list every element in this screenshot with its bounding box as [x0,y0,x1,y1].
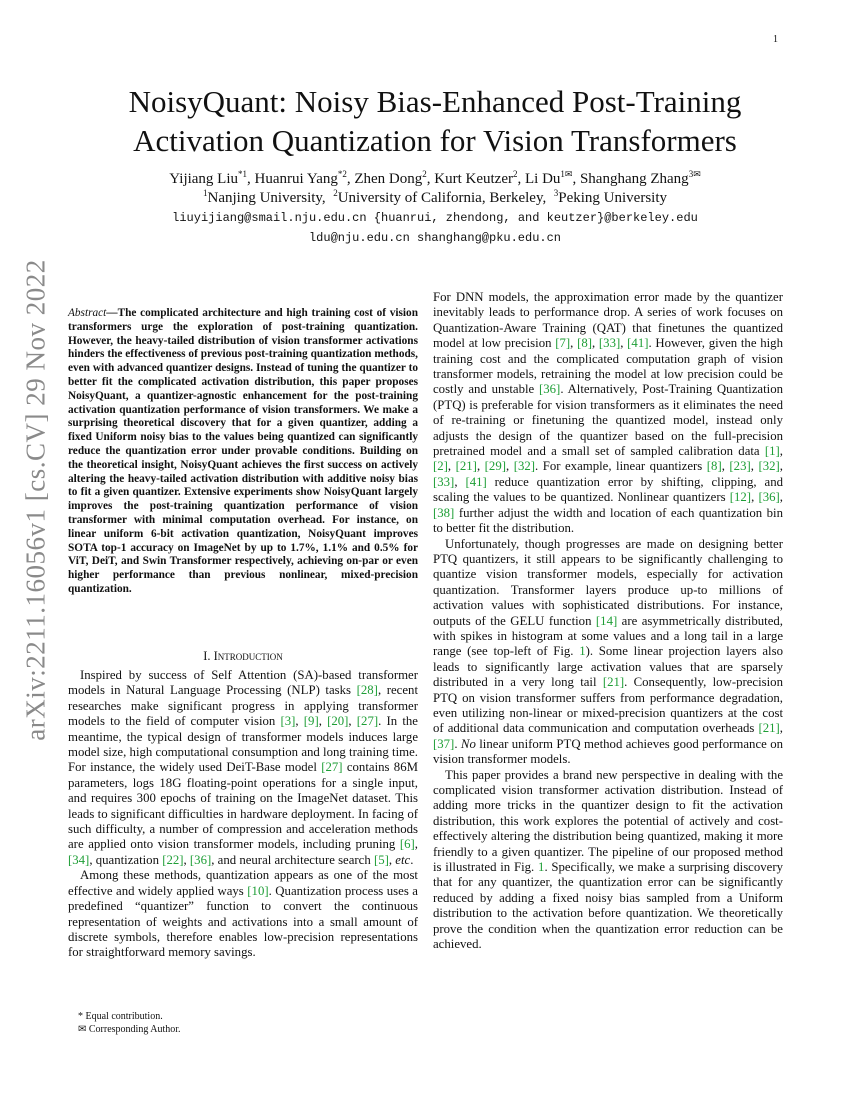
citation-link[interactable]: [6] [399,837,415,852]
affiliation-name: Peking University [558,190,667,206]
citation-link[interactable]: [10] [247,883,269,898]
author-name: Yijiang Liu [169,171,239,187]
title-line-2: Activation Quantization for Vision Transformers [133,123,737,158]
citation-link[interactable]: [5] [373,852,389,867]
citation-link[interactable]: [29] [484,459,506,474]
citation-link[interactable]: [34] [68,852,90,867]
paragraph: Among these methods, quantization appears as one of the most effective and widely applied ways [10]. Quantization process uses a predefined “quantizer” function to convert the continuous representation of weights and activations into a small amount of discrete symbols, therefore enables low-precision representations for straightforward memory savings. [68,868,418,960]
citation-link[interactable]: [32] [758,459,780,474]
paper-title [60,82,810,160]
author-mark: 2 [512,169,518,179]
author-list: Yijiang Liu$^{*1}$, Huanrui Yang$^{*2}$, Zhen Dong$^2$, Kurt Keutzer$^2$, Li $Du^{1✉}$, Shanghang Zhang$^{3✉}$ [169,169,701,187]
author-name: Li Du [524,171,561,187]
citation-link[interactable]: [27] [356,714,379,729]
citation-link[interactable]: [38] [433,505,455,520]
affiliation-mark: 1 [203,188,208,198]
citation-link[interactable]: [33] [433,474,455,489]
citation-link[interactable]: [8] [706,459,722,474]
citation-link[interactable]: [2] [433,459,448,474]
citation-link[interactable]: [12] [729,490,752,505]
introduction-body [68,668,418,961]
citation-link[interactable]: [1] [764,444,780,459]
author-name: Kurt Keutzer [434,171,513,187]
abstract-text: —The complicated architecture and high training cost of vision transformers urge the exploration of post-training quantization. However, the heavy-tailed distribution of vision transformer activations hinders the effectiveness of previous post-training quantization methods, even with advanced quantizer designs. Instead of tuning the quantizer to better fit the complicated activation distribution, this paper proposes NoisyQuant, a quantizer-agnostic enhancement for the post-training activation quantization performance of vision transformers. We make a surprising theoretical discovery that for a given quantizer, adding a fixed Uniform noisy bias to the values being quantized can significantly reduce the quantization error under provable conditions. Building on the theoretical insight, NoisyQuant achieves the first success on actively altering the heavy-tailed activation distribution with additive noisy bias to fit a given quantizer. Extensive experiments show NoisyQuant largely improves the post-training quantization performance of vision transformer with minimal computation overhead. For instance, on linear uniform 6-bit activation quantization, NoisyQuant improves SOTA top-1 accuracy on ImageNet by up to 1.7%, 1.1% and 0.5% for ViT, DeiT, and Swin Transformer respectively, achieving on-par or even higher performance than previous nonlinear, mixed-precision quantization. [68,307,418,595]
affiliation-mark: 2 [333,188,338,198]
abstract-label: Abstract [68,307,107,319]
citation-link[interactable]: [9] [303,714,319,729]
author-mark: *2 [337,169,347,179]
citation-link[interactable]: [8] [577,336,592,351]
citation-link[interactable]: [20] [327,714,349,729]
abstract [68,307,418,597]
author-name: Zhen Dong [354,171,423,187]
title-line-1: NoisyQuant: Noisy Bias-Enhanced Post-Training [128,84,742,119]
citation-link[interactable]: 1 [579,644,586,659]
paragraph: Unfortunately, though progresses are made on designing better PTQ quantizers, it still appears to be significantly challenging to quantize vision transformer models, especially for activation quantization. Transformer layers produce up-to millions of activation values with sophisticated distributions. For instance, outputs of the GELU function [14] are asymmetrically distributed, with spikes in histogram at some values and a long tail in a large range (see top-left of Fig. 1). Some linear projection layers also leads to significantly large activation values that are sparsely distributed in a very long tail [21]. Consequently, low-precision PTQ on vision transformer suffers from performance degradation, even utilizing non-linear or mixed-precision quantizers at the cost of additional data communication and computation overheads [21], [37]. No linear uniform PTQ method achieves good performance on vision transformer models. [433,536,783,767]
citation-link[interactable]: [28] [356,683,378,698]
citation-link[interactable]: [3] [280,714,296,729]
affiliation-mark: 3 [553,188,559,198]
citation-link[interactable]: [21] [455,459,477,474]
citation-link[interactable]: [14] [595,613,618,628]
citation-link[interactable]: [41] [627,336,649,351]
affiliation-name: Nanjing University, [207,190,326,206]
author-mark: 3✉ [688,169,701,179]
citation-link[interactable]: [41] [465,474,487,489]
paragraph: For DNN models, the approximation error made by the quantizer inevitably leads to performance drop. A series of work focuses on Quantization-Aware Training (QAT) that finetunes the quantized model at low precision [7], [8], [33], [41]. However, given the high training cost and the complicated computation graph of vision transformer models, retraining the model at low precision could be costly and unstable [36]. Alternatively, Post-Training Quantization (PTQ) is preferable for vision transformers as it eliminates the need of re-training or finetuning the quantized model, instead only adjusts the design of the quantizer based on the full-precision pretrained model and a small set of sampled calibration data [1], [2], [21], [29], [32]. For example, linear quantizers [8], [23], [32], [33], [41] reduce quantization error by shifting, clipping, and scaling the values to be quantized. Nonlinear quantizers [12], [36], [38] further adjust the width and location of each quantization bin to better fit the distribution. [433,290,783,536]
citation-link[interactable]: [7] [555,336,571,351]
citation-link[interactable]: [36] [758,490,780,505]
citation-link[interactable]: [33] [598,336,621,351]
section-heading: I. Introduction [203,649,283,663]
affiliations [60,189,810,207]
arxiv-stamp-text: arXiv:2211.16056v1 [cs.CV] 29 Nov 2022 [20,259,51,741]
paragraph: Inspired by success of Self Attention (SA)-based transformer models in Natural Language Processing (NLP) tasks [28], recent researches make significant progress in applying transformer models to the field of computer vision [3], [9], [20], [27]. In the meantime, the typical design of transformer models induces large model size, high computational consumption and long training time. For instance, the widely used DeiT-Base model [27] contains 86M parameters, logs 18G floating-point operations for a single input, and requires 300 epochs of training on the ImageNet dataset. This leads to significant difficulties in hardware deployment. In facing of such difficulty, a number of compression and acceleration methods are applied onto vision transformer models, including pruning [6], [34], quantization [22], [36], and neural architecture search [5], etc. [68,668,418,867]
paragraph: This paper provides a brand new perspective in dealing with the complicated vision transformer activation distribution. Instead of adding more tricks in the quantizer design to fit the activation distribution, this work explores the potential of actively and cost-effectively altering the distribution being quantized, making it more friendly to a given quantizer. The pipeline of our proposed method is illustrated in Fig. 1. Specifically, we make a surprising discovery that for any quantizer, the quantization error can be significantly reduced by adding a fixed noisy bias sampled from a Uniform distribution to the activation before quantization. We theoretically prove the condition when the quantization error reduction can be achieved. [433,767,783,952]
footnote-equal-contribution: * Equal contribution. [78,1011,163,1022]
citation-link[interactable]: [36] [538,382,561,397]
email-line-1: liuyijiang@smail.nju.edu.cn {huanrui, zhendong, and keutzer}@berkeley.edu [172,211,698,225]
citation-link[interactable]: 1 [538,860,545,875]
author-mark: 2 [422,169,427,179]
author-mark: 1✉ [560,169,573,179]
author-name: Huanrui Yang [254,171,338,187]
citation-link[interactable]: [22] [162,852,184,867]
page-number: 1 [773,34,778,45]
italic-text: No [460,736,476,751]
footnote-corresponding-author: ✉ Corresponding Author. [78,1024,181,1035]
email-line-2: ldu@nju.edu.cn shanghang@pku.edu.cn [308,231,562,245]
citation-link[interactable]: [21] [602,675,625,690]
citation-link[interactable]: [32] [513,459,536,474]
citation-link[interactable]: [27] [321,760,343,775]
right-column-body [433,290,783,952]
author-name: Shanghang Zhang [579,171,689,187]
footnotes [68,1010,418,1036]
citation-link[interactable]: [37] [433,736,455,751]
citation-link[interactable]: [36] [189,852,212,867]
affiliation-name: University of California, Berkeley, [337,190,547,206]
italic-text: etc [395,852,411,867]
citation-link[interactable]: [23] [729,459,751,474]
arxiv-stamp [6,259,66,741]
citation-link[interactable]: [21] [758,721,780,736]
author-mark: *1 [238,169,248,179]
